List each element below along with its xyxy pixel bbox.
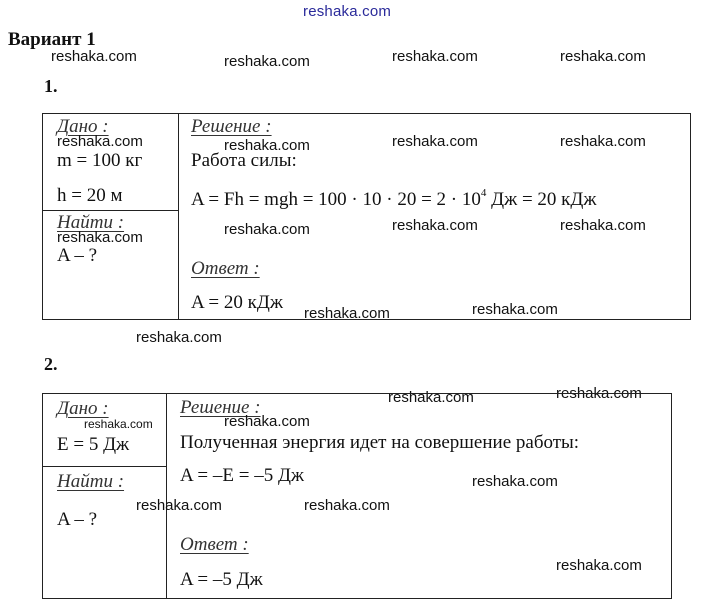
problem1-formula-main: A = Fh = mgh = 100 · 10 · 20 = 2 · 10 xyxy=(191,189,481,210)
watermark: reshaka.com xyxy=(304,497,390,514)
problem1-given-label: Дано : xyxy=(57,116,109,137)
watermark: reshaka.com xyxy=(392,217,478,234)
problem2-given-label: Дано : xyxy=(57,398,109,419)
watermark: reshaka.com xyxy=(388,389,474,406)
problem1-answer-label: Ответ : xyxy=(191,258,260,279)
problem2-given-energy: E = 5 Дж xyxy=(57,434,130,455)
watermark: reshaka.com xyxy=(392,133,478,150)
problem1-given-mass: m = 100 кг xyxy=(57,150,143,171)
problem2-answer-value: A = –5 Дж xyxy=(180,569,263,590)
problem2-find-value: A – ? xyxy=(57,509,98,530)
watermark: reshaka.com xyxy=(560,217,646,234)
problem2-solution-label: Решение : xyxy=(180,397,261,418)
watermark: reshaka.com xyxy=(224,221,310,238)
watermark: reshaka.com xyxy=(560,48,646,65)
problem2-divider-vertical xyxy=(166,393,167,599)
problem2-number: 2. xyxy=(44,354,58,374)
watermark-top: reshaka.com xyxy=(303,3,392,20)
problem1-solution-label: Решение : xyxy=(191,116,272,137)
watermark: reshaka.com xyxy=(57,133,143,150)
problem1-find-label: Найти : xyxy=(57,212,125,233)
watermark: reshaka.com xyxy=(560,133,646,150)
problem2-formula: A = –E = –5 Дж xyxy=(180,465,305,486)
problem2-answer-label: Ответ : xyxy=(180,534,249,555)
problem1-given-height: h = 20 м xyxy=(57,185,123,206)
problem1-answer-value: A = 20 кДж xyxy=(191,292,283,313)
watermark: reshaka.com xyxy=(392,48,478,65)
problem1-formula-exponent: 4 xyxy=(480,187,487,199)
problem1-formula xyxy=(191,187,597,211)
problem1-number: 1. xyxy=(44,76,58,96)
variant-title: Вариант 1 xyxy=(8,29,96,50)
problem1-find-value: A – ? xyxy=(57,245,98,266)
watermark: reshaka.com xyxy=(556,557,642,574)
problem1-solution-text: Работа силы: xyxy=(191,150,297,171)
watermark: reshaka.com xyxy=(556,385,642,402)
problem1-formula-tail: Дж = 20 кДж xyxy=(486,189,597,210)
problem2-find-label: Найти : xyxy=(57,471,125,492)
watermark: reshaka.com xyxy=(304,305,390,322)
problem2-divider-horizontal xyxy=(42,466,166,467)
watermark: reshaka.com xyxy=(51,48,137,65)
watermark: reshaka.com xyxy=(472,301,558,318)
problem1-divider-horizontal xyxy=(42,210,178,211)
watermark: reshaka.com xyxy=(136,497,222,514)
watermark: reshaka.com xyxy=(224,137,310,154)
watermark: reshaka.com xyxy=(136,329,222,346)
watermark: reshaka.com xyxy=(224,53,310,70)
problem2-solution-text: Полученная энергия идет на совершение работы: xyxy=(180,432,580,453)
watermark: reshaka.com xyxy=(57,229,143,246)
problem1-divider-vertical xyxy=(178,113,179,320)
watermark: reshaka.com xyxy=(472,473,558,490)
watermark: reshaka.com xyxy=(224,413,310,430)
watermark: reshaka.com xyxy=(84,417,153,431)
